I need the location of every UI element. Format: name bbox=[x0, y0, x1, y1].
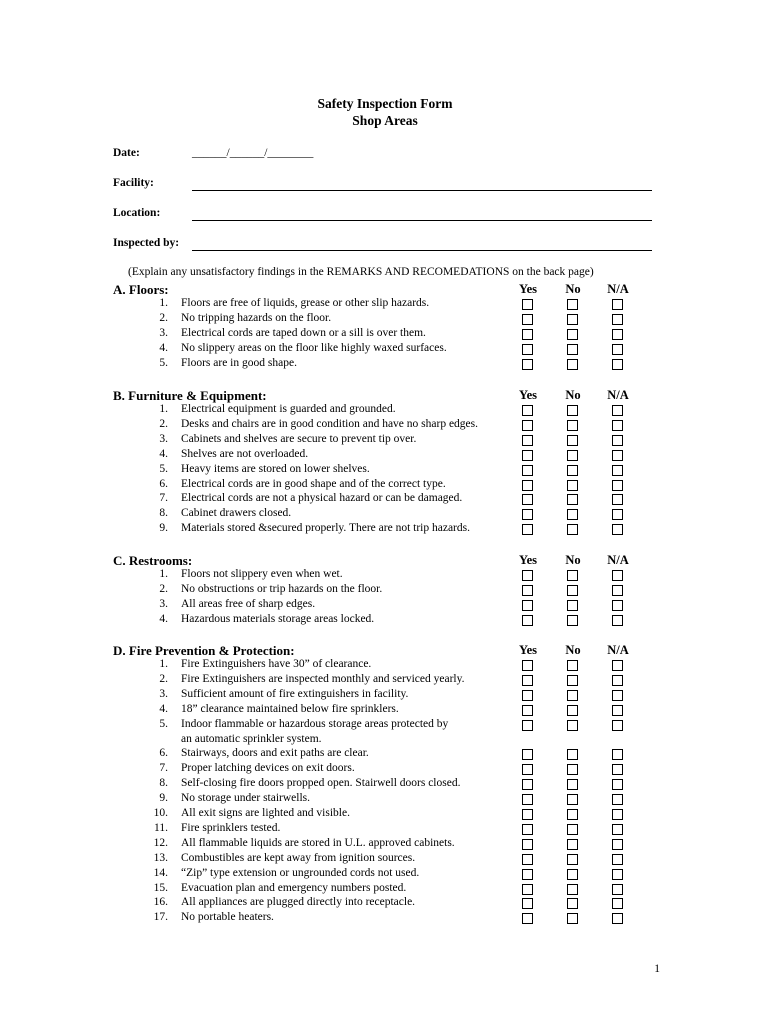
yes-checkbox[interactable] bbox=[522, 898, 533, 909]
checklist-item bbox=[0, 837, 770, 852]
na-checkbox[interactable] bbox=[612, 509, 623, 520]
checklist-item bbox=[0, 658, 770, 673]
checklist-item bbox=[0, 688, 770, 703]
no-checkbox[interactable] bbox=[567, 359, 578, 370]
item-text: Floors are free of liquids, grease or other slip hazards. bbox=[181, 297, 430, 309]
item-number: 4. bbox=[159, 447, 168, 460]
yes-checkbox[interactable] bbox=[522, 585, 533, 596]
item-number: 1. bbox=[159, 568, 168, 580]
item-number: 2. bbox=[159, 672, 168, 685]
no-checkbox[interactable] bbox=[567, 344, 578, 355]
item-text: Floors not slippery even when wet. bbox=[181, 568, 343, 580]
checklist-item bbox=[0, 357, 770, 372]
yes-checkbox[interactable] bbox=[522, 344, 533, 355]
yes-checkbox[interactable] bbox=[522, 420, 533, 431]
yes-column-header: Yes bbox=[518, 282, 538, 296]
instructions-note: (Explain any unsatisfactory findings in the REMARKS AND RECOMEDATIONS on the back page) bbox=[128, 266, 594, 278]
facility-field[interactable] bbox=[192, 190, 652, 191]
no-column-header: No bbox=[565, 282, 581, 296]
checklist-item bbox=[0, 327, 770, 342]
na-checkbox[interactable] bbox=[612, 720, 623, 731]
item-text: Cabinet drawers closed. bbox=[181, 507, 292, 520]
item-number: 7. bbox=[159, 762, 168, 775]
item-text: Electrical cords are not a physical hazard or can be damaged. bbox=[181, 492, 463, 505]
item-number: 9. bbox=[159, 792, 168, 805]
no-checkbox[interactable] bbox=[567, 524, 578, 535]
yes-checkbox[interactable] bbox=[522, 675, 533, 686]
location-label: Location: bbox=[113, 207, 161, 219]
no-checkbox[interactable] bbox=[567, 314, 578, 325]
item-number: 4. bbox=[159, 702, 168, 715]
page-number: 1 bbox=[654, 963, 660, 975]
checklist-item bbox=[0, 822, 770, 837]
checklist-item bbox=[0, 896, 770, 911]
no-checkbox[interactable] bbox=[567, 494, 578, 505]
checklist-item bbox=[0, 583, 770, 598]
section-title: B. Furniture & Equipment: bbox=[113, 388, 267, 403]
yes-checkbox[interactable] bbox=[522, 405, 533, 416]
item-number: 2. bbox=[159, 311, 168, 324]
item-number: 12. bbox=[153, 836, 168, 849]
yes-checkbox[interactable] bbox=[522, 450, 533, 461]
location-field[interactable] bbox=[192, 220, 652, 221]
na-checkbox[interactable] bbox=[612, 494, 623, 505]
checklist-item bbox=[0, 463, 770, 478]
item-number: 3. bbox=[159, 597, 168, 610]
no-checkbox[interactable] bbox=[567, 509, 578, 520]
item-text: Desks and chairs are in good condition and have no sharp edges. bbox=[181, 417, 479, 430]
item-number: 1. bbox=[159, 658, 168, 670]
date-field[interactable]: ______/______/________ bbox=[192, 147, 314, 159]
no-checkbox[interactable] bbox=[567, 869, 578, 880]
checklist-item bbox=[0, 403, 770, 418]
na-checkbox[interactable] bbox=[612, 764, 623, 775]
na-checkbox[interactable] bbox=[612, 600, 623, 611]
no-checkbox[interactable] bbox=[567, 898, 578, 909]
item-number: 5. bbox=[159, 717, 168, 730]
no-checkbox[interactable] bbox=[567, 794, 578, 805]
item-text: All flammable liquids are stored in U.L. approved cabinets. bbox=[181, 836, 455, 849]
yes-checkbox[interactable] bbox=[522, 435, 533, 446]
na-checkbox[interactable] bbox=[612, 884, 623, 895]
item-number: 3. bbox=[159, 687, 168, 700]
na-checkbox[interactable] bbox=[612, 299, 623, 310]
no-checkbox[interactable] bbox=[567, 600, 578, 611]
na-checkbox[interactable] bbox=[612, 314, 623, 325]
yes-checkbox[interactable] bbox=[522, 465, 533, 476]
item-text: Proper latching devices on exit doors. bbox=[181, 762, 355, 775]
date-label: Date: bbox=[113, 147, 140, 159]
yes-checkbox[interactable] bbox=[522, 764, 533, 775]
yes-checkbox[interactable] bbox=[522, 794, 533, 805]
na-checkbox[interactable] bbox=[612, 570, 623, 581]
form-subtitle: Shop Areas bbox=[352, 113, 418, 128]
na-checkbox[interactable] bbox=[612, 898, 623, 909]
no-checkbox[interactable] bbox=[567, 690, 578, 701]
item-text: Cabinets and shelves are secure to prevent tip over. bbox=[181, 432, 417, 445]
yes-checkbox[interactable] bbox=[522, 824, 533, 835]
inspected-by-label: Inspected by: bbox=[113, 237, 180, 249]
checklist-item bbox=[0, 911, 770, 926]
item-text: No portable heaters. bbox=[181, 911, 274, 924]
na-checkbox[interactable] bbox=[612, 839, 623, 850]
yes-checkbox[interactable] bbox=[522, 884, 533, 895]
no-checkbox[interactable] bbox=[567, 854, 578, 865]
checklist-item bbox=[0, 613, 770, 628]
yes-column-header: Yes bbox=[518, 553, 538, 567]
checklist-item bbox=[0, 747, 770, 762]
item-text: Electrical cords are in good shape and of the correct type. bbox=[181, 477, 446, 490]
no-checkbox[interactable] bbox=[567, 480, 578, 491]
na-checkbox[interactable] bbox=[612, 465, 623, 476]
na-checkbox[interactable] bbox=[612, 420, 623, 431]
item-number: 6. bbox=[159, 477, 168, 490]
no-checkbox[interactable] bbox=[567, 764, 578, 775]
checklist-item bbox=[0, 568, 770, 583]
no-checkbox[interactable] bbox=[567, 809, 578, 820]
na-column-header: N/A bbox=[607, 282, 629, 296]
item-text: Fire sprinklers tested. bbox=[181, 821, 281, 834]
no-checkbox[interactable] bbox=[567, 615, 578, 626]
item-text: Combustibles are kept away from ignition sources. bbox=[181, 851, 416, 864]
no-checkbox[interactable] bbox=[567, 299, 578, 310]
item-text: Electrical equipment is guarded and grounded. bbox=[181, 403, 396, 415]
na-checkbox[interactable] bbox=[612, 660, 623, 671]
item-text: All appliances are plugged directly into receptacle. bbox=[181, 896, 416, 909]
checklist-item bbox=[0, 882, 770, 897]
section-title: A. Floors: bbox=[113, 282, 169, 297]
item-number: 2. bbox=[159, 417, 168, 430]
checklist-item bbox=[0, 478, 770, 493]
facility-label: Facility: bbox=[113, 177, 154, 189]
item-number: 8. bbox=[159, 507, 168, 520]
yes-checkbox[interactable] bbox=[522, 839, 533, 850]
item-number: 4. bbox=[159, 612, 168, 625]
checklist-item bbox=[0, 342, 770, 357]
checklist-item bbox=[0, 433, 770, 448]
na-checkbox[interactable] bbox=[612, 749, 623, 760]
no-checkbox[interactable] bbox=[567, 839, 578, 850]
na-checkbox[interactable] bbox=[612, 854, 623, 865]
item-number: 4. bbox=[159, 341, 168, 354]
checklist-item bbox=[0, 867, 770, 882]
item-number: 14. bbox=[153, 866, 168, 879]
yes-checkbox[interactable] bbox=[522, 524, 533, 535]
no-checkbox[interactable] bbox=[567, 329, 578, 340]
item-text: 18” clearance maintained below fire sprinklers. bbox=[181, 702, 399, 715]
no-checkbox[interactable] bbox=[567, 913, 578, 924]
no-checkbox[interactable] bbox=[567, 570, 578, 581]
yes-column-header: Yes bbox=[518, 388, 538, 402]
yes-checkbox[interactable] bbox=[522, 720, 533, 731]
na-checkbox[interactable] bbox=[612, 913, 623, 924]
checklist-item bbox=[0, 297, 770, 312]
yes-column-header: Yes bbox=[518, 643, 538, 657]
item-number: 11. bbox=[154, 821, 168, 834]
yes-checkbox[interactable] bbox=[522, 480, 533, 491]
item-text: All exit signs are lighted and visible. bbox=[181, 807, 350, 819]
na-checkbox[interactable] bbox=[612, 344, 623, 355]
no-checkbox[interactable] bbox=[567, 779, 578, 790]
item-number: 1. bbox=[159, 403, 168, 415]
na-checkbox[interactable] bbox=[612, 690, 623, 701]
item-number: 16. bbox=[153, 896, 168, 909]
no-checkbox[interactable] bbox=[567, 660, 578, 671]
na-checkbox[interactable] bbox=[612, 615, 623, 626]
na-checkbox[interactable] bbox=[612, 524, 623, 535]
item-number: 7. bbox=[159, 492, 168, 505]
na-checkbox[interactable] bbox=[612, 675, 623, 686]
na-checkbox[interactable] bbox=[612, 824, 623, 835]
yes-checkbox[interactable] bbox=[522, 809, 533, 820]
item-text: Fire Extinguishers are inspected monthly and serviced yearly. bbox=[181, 672, 465, 685]
na-checkbox[interactable] bbox=[612, 705, 623, 716]
item-text: No obstructions or trip hazards on the floor. bbox=[181, 582, 383, 595]
checklist-item bbox=[0, 807, 770, 822]
yes-checkbox[interactable] bbox=[522, 314, 533, 325]
na-checkbox[interactable] bbox=[612, 435, 623, 446]
item-text: Evacuation plan and emergency numbers posted. bbox=[181, 881, 407, 894]
yes-checkbox[interactable] bbox=[522, 705, 533, 716]
item-text: All areas free of sharp edges. bbox=[181, 597, 316, 610]
checklist-item bbox=[0, 777, 770, 792]
no-checkbox[interactable] bbox=[567, 675, 578, 686]
no-checkbox[interactable] bbox=[567, 749, 578, 760]
item-text: Hazardous materials storage areas locked. bbox=[181, 612, 375, 625]
item-text: No storage under stairwells. bbox=[181, 792, 311, 805]
form-title: Safety Inspection Form bbox=[317, 96, 453, 111]
no-checkbox[interactable] bbox=[567, 465, 578, 476]
no-checkbox[interactable] bbox=[567, 705, 578, 716]
no-checkbox[interactable] bbox=[567, 450, 578, 461]
no-checkbox[interactable] bbox=[567, 420, 578, 431]
na-checkbox[interactable] bbox=[612, 869, 623, 880]
no-column-header: No bbox=[565, 643, 581, 657]
item-number: 6. bbox=[159, 747, 168, 760]
na-column-header: N/A bbox=[607, 388, 629, 402]
yes-checkbox[interactable] bbox=[522, 494, 533, 505]
yes-checkbox[interactable] bbox=[522, 600, 533, 611]
yes-checkbox[interactable] bbox=[522, 359, 533, 370]
no-column-header: No bbox=[565, 388, 581, 402]
checklist-item bbox=[0, 522, 770, 537]
checklist-item bbox=[0, 598, 770, 613]
yes-checkbox[interactable] bbox=[522, 329, 533, 340]
item-number: 5. bbox=[159, 356, 168, 369]
item-number: 1. bbox=[159, 297, 168, 309]
no-checkbox[interactable] bbox=[567, 405, 578, 416]
yes-checkbox[interactable] bbox=[522, 749, 533, 760]
no-column-header: No bbox=[565, 553, 581, 567]
item-text: No tripping hazards on the floor. bbox=[181, 311, 332, 324]
item-text: Shelves are not overloaded. bbox=[181, 447, 309, 460]
checklist-item bbox=[0, 492, 770, 507]
na-checkbox[interactable] bbox=[612, 779, 623, 790]
na-column-header: N/A bbox=[607, 553, 629, 567]
yes-checkbox[interactable] bbox=[522, 779, 533, 790]
na-checkbox[interactable] bbox=[612, 405, 623, 416]
checklist-item bbox=[0, 703, 770, 718]
checklist-item bbox=[0, 718, 770, 733]
item-number: 3. bbox=[159, 432, 168, 445]
checklist-item bbox=[0, 312, 770, 327]
item-text: No slippery areas on the floor like highly waxed surfaces. bbox=[181, 341, 447, 354]
checklist-item bbox=[0, 762, 770, 777]
item-text: Floors are in good shape. bbox=[181, 356, 297, 369]
item-text: Self-closing fire doors propped open. Stairwell doors closed. bbox=[181, 777, 461, 790]
item-number: 17. bbox=[153, 911, 168, 924]
na-checkbox[interactable] bbox=[612, 359, 623, 370]
yes-checkbox[interactable] bbox=[522, 615, 533, 626]
na-checkbox[interactable] bbox=[612, 480, 623, 491]
item-number: 15. bbox=[153, 881, 168, 894]
yes-checkbox[interactable] bbox=[522, 690, 533, 701]
checklist-item bbox=[0, 852, 770, 867]
na-checkbox[interactable] bbox=[612, 809, 623, 820]
yes-checkbox[interactable] bbox=[522, 660, 533, 671]
checklist-item bbox=[0, 792, 770, 807]
checklist-item bbox=[0, 673, 770, 688]
checklist-item bbox=[0, 507, 770, 522]
no-checkbox[interactable] bbox=[567, 824, 578, 835]
item-text: Fire Extinguishers have 30” of clearance. bbox=[181, 658, 372, 670]
checklist-item bbox=[0, 733, 770, 748]
item-number: 2. bbox=[159, 582, 168, 595]
inspected-by-field[interactable] bbox=[192, 250, 652, 251]
item-text: an automatic sprinkler system. bbox=[181, 732, 322, 745]
item-number: 13. bbox=[153, 851, 168, 864]
item-text: Electrical cords are taped down or a sill is over them. bbox=[181, 326, 426, 339]
yes-checkbox[interactable] bbox=[522, 570, 533, 581]
item-number: 8. bbox=[159, 777, 168, 790]
item-number: 3. bbox=[159, 326, 168, 339]
na-checkbox[interactable] bbox=[612, 585, 623, 596]
na-checkbox[interactable] bbox=[612, 329, 623, 340]
yes-checkbox[interactable] bbox=[522, 854, 533, 865]
no-checkbox[interactable] bbox=[567, 435, 578, 446]
section-title: D. Fire Prevention & Protection: bbox=[113, 643, 295, 658]
yes-checkbox[interactable] bbox=[522, 913, 533, 924]
yes-checkbox[interactable] bbox=[522, 869, 533, 880]
item-text: Sufficient amount of fire extinguishers in facility. bbox=[181, 687, 409, 700]
na-column-header: N/A bbox=[607, 643, 629, 657]
section-title: C. Restrooms: bbox=[113, 553, 193, 568]
item-text: Materials stored &secured properly. There are not trip hazards. bbox=[181, 522, 470, 535]
item-number: 9. bbox=[159, 522, 168, 535]
item-text: Indoor flammable or hazardous storage areas protected by bbox=[181, 717, 449, 730]
item-number: 10. bbox=[153, 807, 168, 819]
na-checkbox[interactable] bbox=[612, 794, 623, 805]
yes-checkbox[interactable] bbox=[522, 509, 533, 520]
item-text: Heavy items are stored on lower shelves. bbox=[181, 462, 370, 475]
item-text: Stairways, doors and exit paths are clear. bbox=[181, 747, 369, 760]
no-checkbox[interactable] bbox=[567, 585, 578, 596]
checklist-item bbox=[0, 418, 770, 433]
na-checkbox[interactable] bbox=[612, 450, 623, 461]
item-number: 5. bbox=[159, 462, 168, 475]
no-checkbox[interactable] bbox=[567, 720, 578, 731]
yes-checkbox[interactable] bbox=[522, 299, 533, 310]
item-text: “Zip” type extension or ungrounded cords not used. bbox=[181, 866, 420, 879]
checklist-item bbox=[0, 448, 770, 463]
no-checkbox[interactable] bbox=[567, 884, 578, 895]
